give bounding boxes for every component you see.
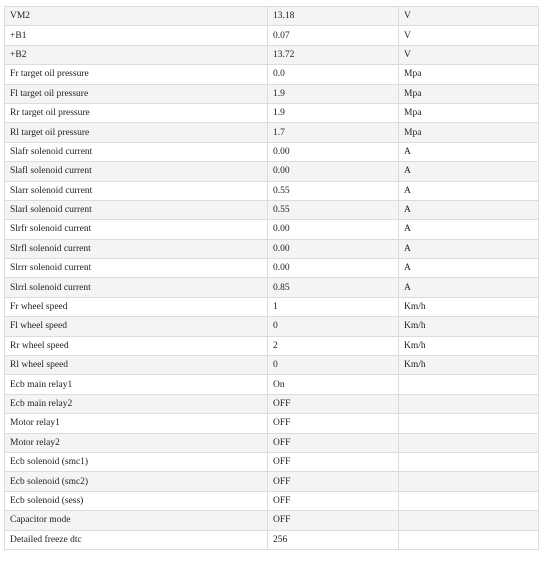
table-row [5,336,539,355]
parameter-unit-cell: V [399,45,539,64]
table-row [5,162,539,181]
parameter-name-cell: Ecb main relay1 [5,375,268,394]
table-row [5,26,539,45]
parameter-unit-cell: A [399,200,539,219]
parameter-value-cell: 0.00 [268,142,399,161]
parameter-unit-cell: Mpa [399,84,539,103]
parameter-name-cell: Detailed freeze dtc [5,530,268,549]
parameter-unit-cell [399,530,539,549]
table-row [5,530,539,549]
parameter-unit-cell [399,394,539,413]
table-row [5,7,539,26]
table-row [5,142,539,161]
parameter-unit-cell [399,491,539,510]
parameter-value-cell: OFF [268,414,399,433]
parameter-name-cell: Ecb solenoid (smc2) [5,472,268,491]
parameter-value-cell: 1.9 [268,84,399,103]
parameter-value-cell: 13.18 [268,7,399,26]
parameter-unit-cell: Km/h [399,336,539,355]
parameter-unit-cell: V [399,26,539,45]
parameter-unit-cell: A [399,181,539,200]
parameter-unit-cell [399,452,539,471]
parameter-value-cell: OFF [268,394,399,413]
parameter-name-cell: Motor relay1 [5,414,268,433]
table-row [5,491,539,510]
table-row [5,394,539,413]
parameter-unit-cell: A [399,142,539,161]
data-table-body [5,7,539,550]
data-table [4,6,539,550]
parameter-value-cell: 0.55 [268,200,399,219]
parameter-unit-cell: A [399,239,539,258]
parameter-value-cell: 0.00 [268,220,399,239]
parameter-unit-cell: A [399,259,539,278]
parameter-name-cell: Slafl solenoid current [5,162,268,181]
parameter-name-cell: +B2 [5,45,268,64]
parameter-value-cell: 13.72 [268,45,399,64]
table-row [5,103,539,122]
table-row [5,123,539,142]
table-row [5,278,539,297]
parameter-unit-cell: A [399,278,539,297]
parameter-name-cell: Rr target oil pressure [5,103,268,122]
parameter-unit-cell: Mpa [399,103,539,122]
parameter-name-cell: Ecb solenoid (smc1) [5,452,268,471]
parameter-value-cell: 0.07 [268,26,399,45]
parameter-name-cell: Slarl solenoid current [5,200,268,219]
parameter-unit-cell: A [399,220,539,239]
parameter-name-cell: Rl target oil pressure [5,123,268,142]
parameter-value-cell: 0.00 [268,162,399,181]
parameter-name-cell: Slafr solenoid current [5,142,268,161]
parameter-value-cell: On [268,375,399,394]
table-row [5,65,539,84]
parameter-value-cell: 0.85 [268,278,399,297]
parameter-name-cell: Fr target oil pressure [5,65,268,84]
table-row [5,375,539,394]
parameter-value-cell: OFF [268,433,399,452]
parameter-unit-cell: Mpa [399,123,539,142]
parameter-value-cell: 1 [268,297,399,316]
parameter-name-cell: +B1 [5,26,268,45]
parameter-name-cell: Ecb solenoid (sess) [5,491,268,510]
parameter-name-cell: Slarr solenoid current [5,181,268,200]
parameter-value-cell: 0.55 [268,181,399,200]
table-row [5,84,539,103]
parameter-unit-cell [399,414,539,433]
table-row [5,45,539,64]
parameter-unit-cell [399,433,539,452]
table-row [5,511,539,530]
parameter-unit-cell: V [399,7,539,26]
parameter-value-cell: 0.0 [268,65,399,84]
parameter-name-cell: Slrrr solenoid current [5,259,268,278]
parameter-value-cell: 1.9 [268,103,399,122]
table-row [5,452,539,471]
table-row [5,181,539,200]
parameter-name-cell: VM2 [5,7,268,26]
parameter-value-cell: 0.00 [268,239,399,258]
parameter-name-cell: Fl target oil pressure [5,84,268,103]
parameter-value-cell: OFF [268,491,399,510]
table-row [5,356,539,375]
parameter-unit-cell [399,511,539,530]
table-row [5,414,539,433]
parameter-unit-cell [399,375,539,394]
parameter-name-cell: Fl wheel speed [5,317,268,336]
parameter-name-cell: Rr wheel speed [5,336,268,355]
parameter-value-cell: OFF [268,511,399,530]
parameter-value-cell: 0 [268,317,399,336]
parameter-name-cell: Slrrl solenoid current [5,278,268,297]
table-row [5,472,539,491]
table-row [5,433,539,452]
parameter-value-cell: OFF [268,452,399,471]
table-row [5,220,539,239]
table-row [5,317,539,336]
parameter-value-cell: OFF [268,472,399,491]
parameter-unit-cell: A [399,162,539,181]
parameter-value-cell: 0.00 [268,259,399,278]
parameter-name-cell: Slrfr solenoid current [5,220,268,239]
parameter-unit-cell: Km/h [399,356,539,375]
parameter-unit-cell [399,472,539,491]
table-row [5,200,539,219]
parameter-unit-cell: Km/h [399,297,539,316]
parameter-name-cell: Motor relay2 [5,433,268,452]
parameter-value-cell: 256 [268,530,399,549]
parameter-value-cell: 0 [268,356,399,375]
parameter-unit-cell: Mpa [399,65,539,84]
table-row [5,239,539,258]
parameter-name-cell: Fr wheel speed [5,297,268,316]
parameter-name-cell: Capacitor mode [5,511,268,530]
parameter-unit-cell: Km/h [399,317,539,336]
table-row [5,259,539,278]
parameter-value-cell: 2 [268,336,399,355]
parameter-name-cell: Rl wheel speed [5,356,268,375]
table-row [5,297,539,316]
parameter-name-cell: Slrfl solenoid current [5,239,268,258]
parameter-value-cell: 1.7 [268,123,399,142]
parameter-name-cell: Ecb main relay2 [5,394,268,413]
